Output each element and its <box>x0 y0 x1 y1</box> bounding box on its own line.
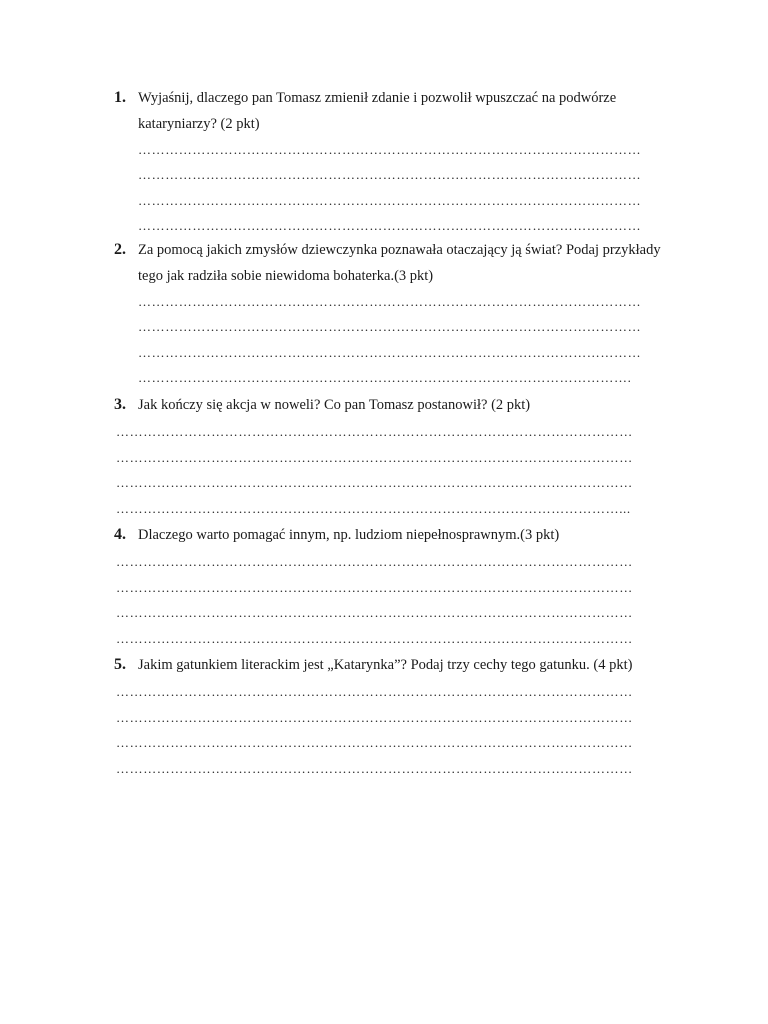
question-text: Wyjaśnij, dlaczego pan Tomasz zmienił zdanie i pozwolił wpuszczać na podwórze kataryniarzy? (2 pkt) <box>138 90 617 132</box>
answer-line[interactable]: …………………………………………………………………………………………………… <box>116 710 633 725</box>
answer-line[interactable]: ………………………………………………………………………………………………… <box>138 294 642 309</box>
answer-line[interactable]: …………………………………………………………………………………………………… <box>116 424 633 439</box>
question-text: Jak kończy się akcja w noweli? Co pan Tomasz postanowił? (2 pkt) <box>138 397 531 413</box>
question-number: 5. <box>114 656 126 673</box>
answer-line[interactable]: …………………………………………………………………………………………………… <box>116 554 633 569</box>
answer-line[interactable]: …………………………………………………………………………………………………… <box>116 450 633 465</box>
answer-line[interactable]: …………………………………………………………………………………………………… <box>116 580 633 595</box>
answer-line[interactable]: …………………………………………………………………………………………………… <box>116 631 633 646</box>
answer-line[interactable]: …………………………………………………………………………………………………… <box>116 605 633 620</box>
question-number: 4. <box>114 526 126 543</box>
question-text: Za pomocą jakich zmysłów dziewczynka poznawała otaczający ją świat? Podaj przykłady tego jak radziła sobie niewidoma bohaterka.(3 pkt) <box>138 242 661 284</box>
answer-line[interactable]: ………………………………………………………………………………………………… <box>138 193 642 208</box>
answer-line[interactable]: ………………………………………………………………………………………………… <box>138 345 642 360</box>
question-number: 3. <box>114 396 126 413</box>
question-text: Dlaczego warto pomagać innym, np. ludziom niepełnosprawnym.(3 pkt) <box>138 527 560 543</box>
answer-line[interactable]: ………………………………………………………………………………………………… <box>138 319 642 334</box>
answer-line[interactable]: …………………………………………………………………………………………………… <box>116 735 633 750</box>
answer-line[interactable]: …………………………………………………………………………………………………… <box>116 684 633 699</box>
answer-line[interactable]: ………………………………………………………………………………………………… <box>138 167 642 182</box>
answer-line[interactable]: …………………………………………………………………………………………………… <box>116 475 633 490</box>
question-number: 2. <box>114 241 126 258</box>
answer-line[interactable]: …………………………………………………………………………………………………… <box>116 761 633 776</box>
answer-line[interactable]: ………………………………………………………………………………………………… <box>138 142 642 157</box>
question-number: 1. <box>114 89 126 106</box>
answer-line[interactable]: ………………………………………………………………………………………………… <box>138 218 642 233</box>
answer-line[interactable]: …………………………………………………………………………………………………... <box>116 501 631 516</box>
question-text: Jakim gatunkiem literackim jest „Katarynka”? Podaj trzy cechy tego gatunku. (4 pkt) <box>138 657 633 673</box>
answer-line[interactable]: ………………………………………………………………………………………………. <box>138 370 632 385</box>
